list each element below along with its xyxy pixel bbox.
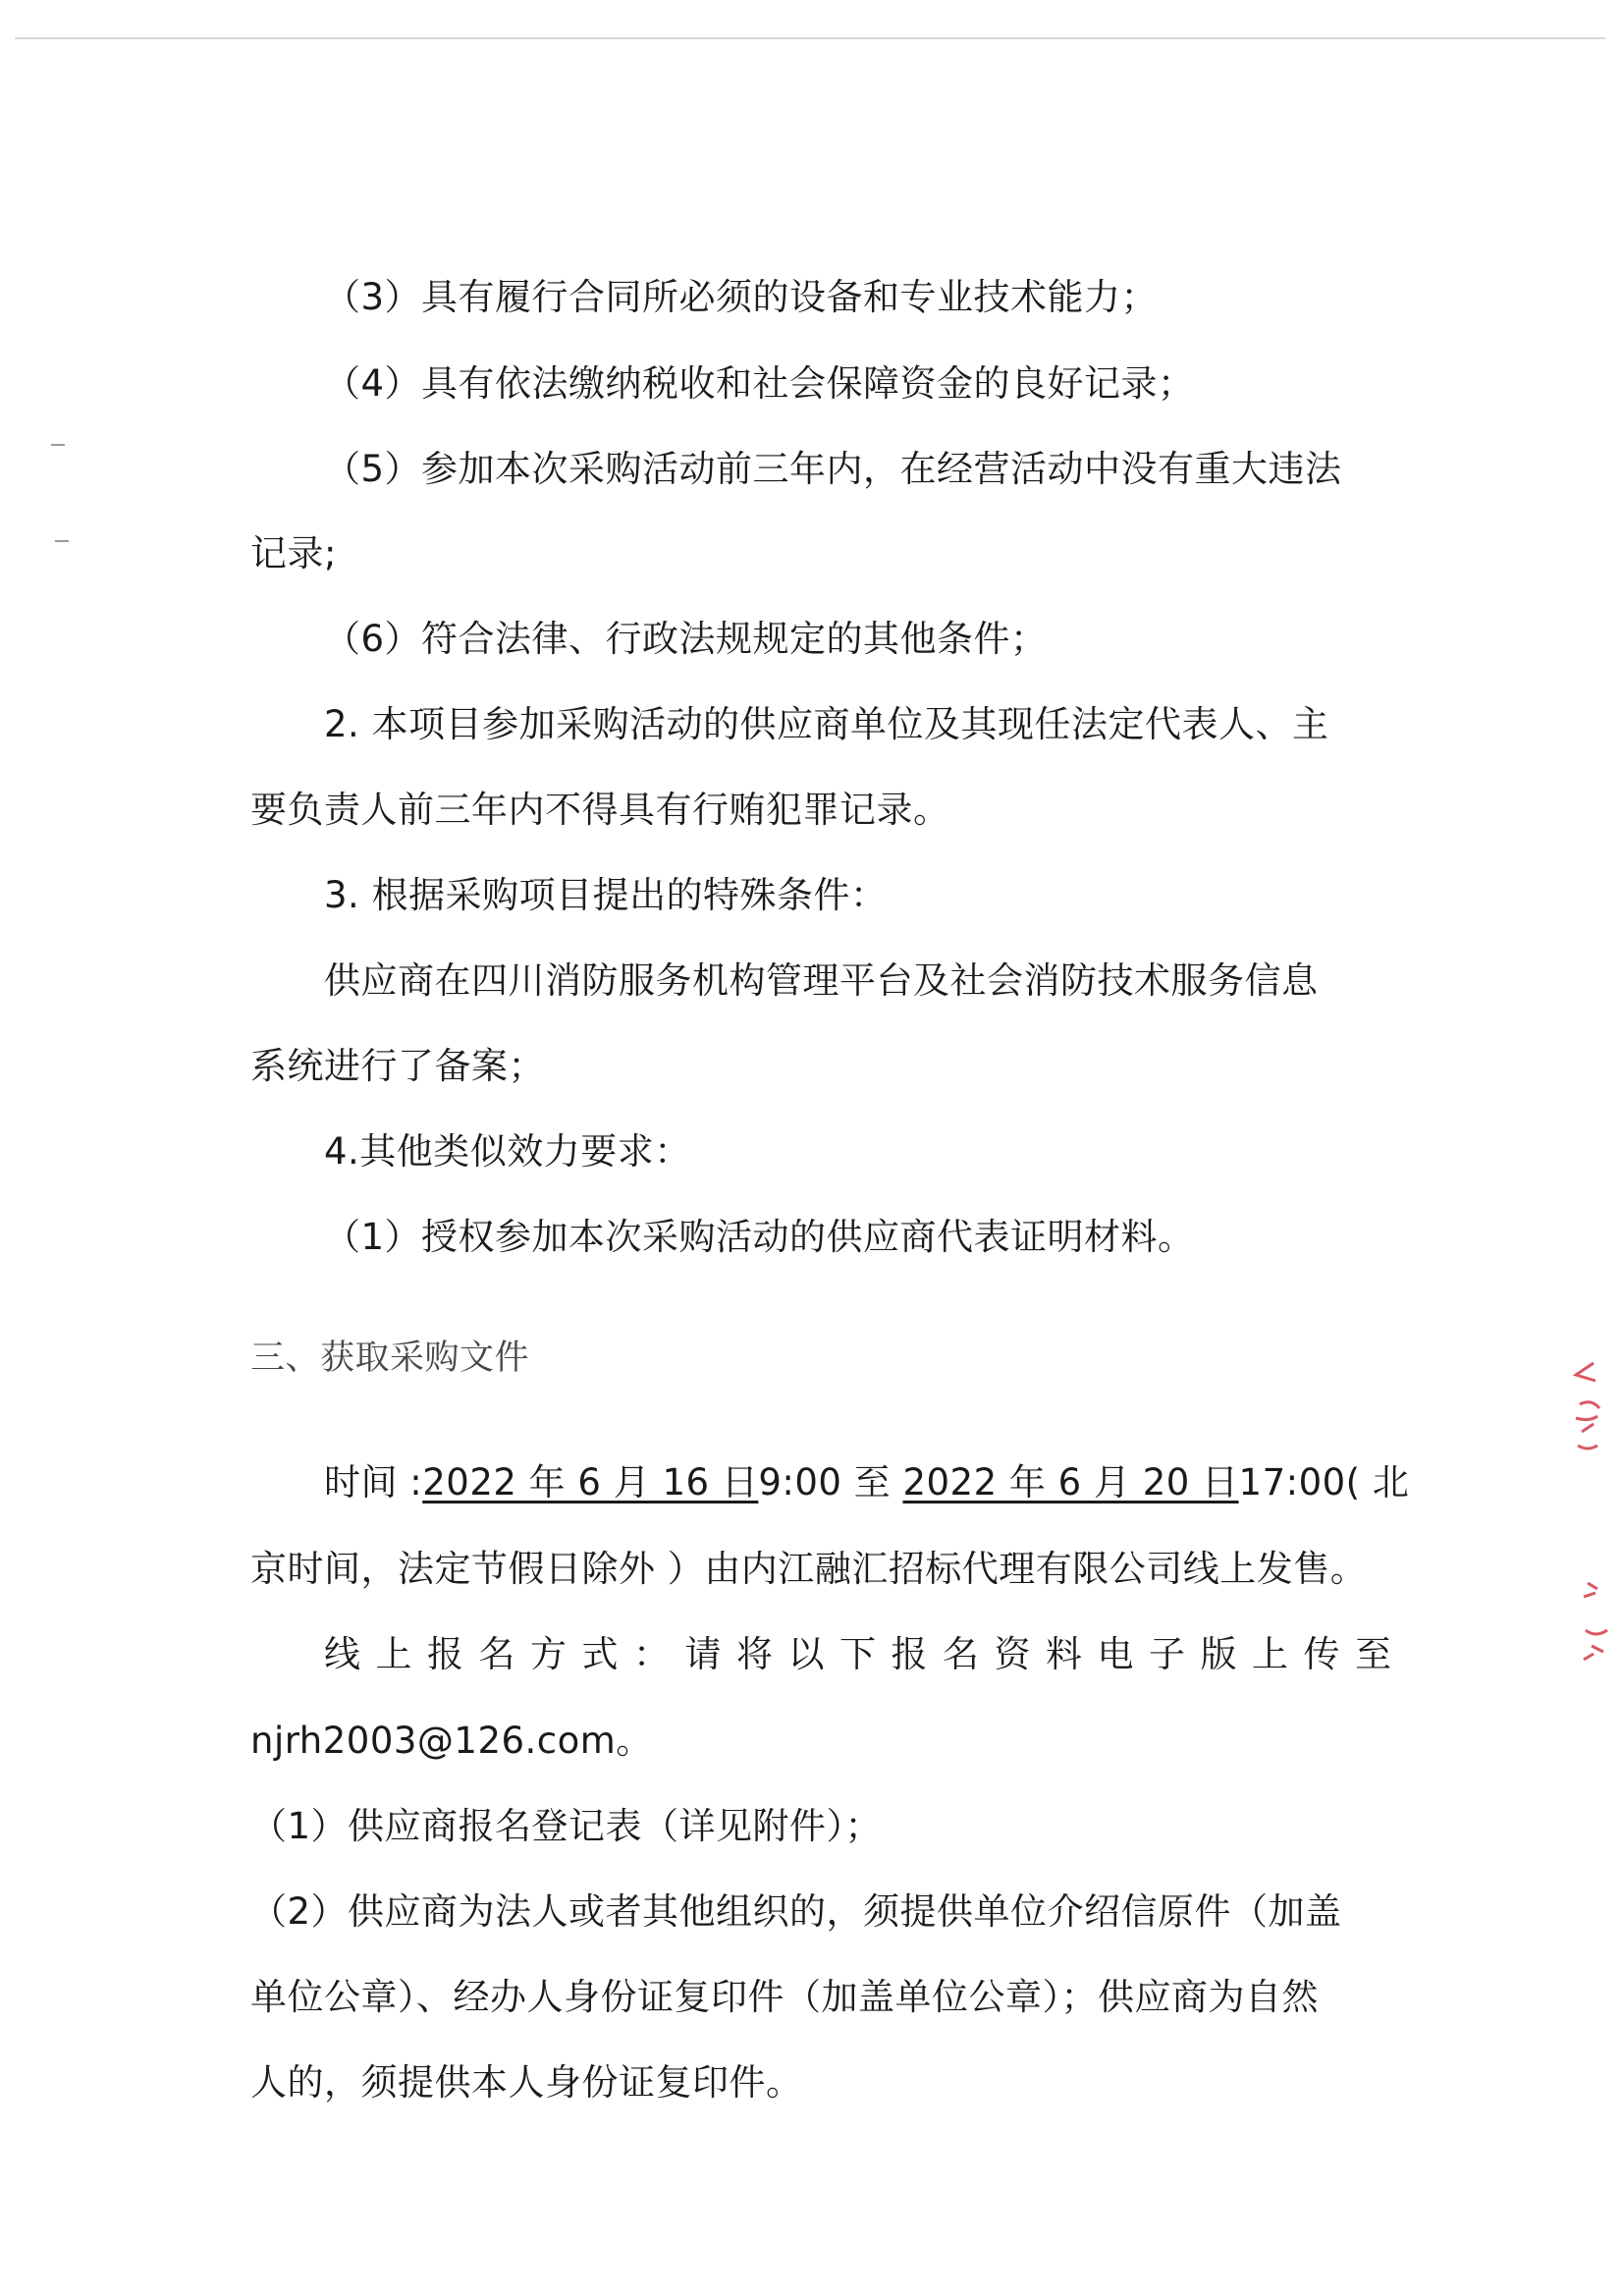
requirement-3: （3）具有履行合同所必须的设备和专业技术能力； [324,276,1159,318]
clause-2: 2. 本项目参加采购活动的供应商单位及其现任法定代表人、主 [324,703,1329,745]
requirement-5: （5）参加本次采购活动前三年内，在经营活动中没有重大违法 [324,448,1342,490]
scan-speck [55,540,69,542]
requirement-5-cont: 记录; [250,532,337,574]
clause-3: 3. 根据采购项目提出的特殊条件： [324,874,888,916]
requirement-6: （6）符合法律、行政法规规定的其他条件； [324,618,1048,660]
sale-line: 京时间，法定节假日除外 ）由内江融汇招标代理有限公司线上发售。 [250,1548,1368,1590]
email-address: njrh2003@126.com。 [250,1720,653,1762]
special-condition-cont: 系统进行了备案； [250,1045,545,1087]
time-line [324,1460,1409,1505]
scan-top-edge [15,37,1605,39]
end-time: 17:00( 北 [1238,1461,1410,1503]
section-heading: 三、获取采购文件 [250,1339,530,1378]
clause-4: 4.其他类似效力要求： [324,1130,691,1173]
material-2-cont: 单位公章）、经办人身份证复印件（加盖单位公章）；供应商为自然 [250,1976,1319,2018]
scan-speck [51,444,65,446]
start-date: 2022 年 6 月 16 日 [422,1461,759,1503]
seal-stamp-fragment [1566,1355,1623,1679]
clause-4-item-1: （1）授权参加本次采购活动的供应商代表证明材料。 [324,1216,1195,1258]
online-method: 线上报名方式：请将以下报名资料电子版上传至 [324,1633,1407,1675]
material-2-end: 人的，须提供本人身份证复印件。 [250,2061,803,2104]
material-1: （1）供应商报名登记表（详见附件）； [250,1805,883,1847]
requirement-4: （4）具有依法缴纳税收和社会保障资金的良好记录； [324,362,1195,405]
special-condition: 供应商在四川消防服务机构管理平台及社会消防技术服务信息 [324,959,1319,1002]
material-2: （2）供应商为法人或者其他组织的，须提供单位介绍信原件（加盖 [250,1890,1342,1933]
time-label: 时间 : [324,1461,423,1503]
clause-2-cont: 要负责人前三年内不得具有行贿犯罪记录。 [250,789,950,831]
end-date: 2022 年 6 月 20 日 [902,1461,1239,1503]
start-time: 9:00 至 [758,1461,903,1503]
